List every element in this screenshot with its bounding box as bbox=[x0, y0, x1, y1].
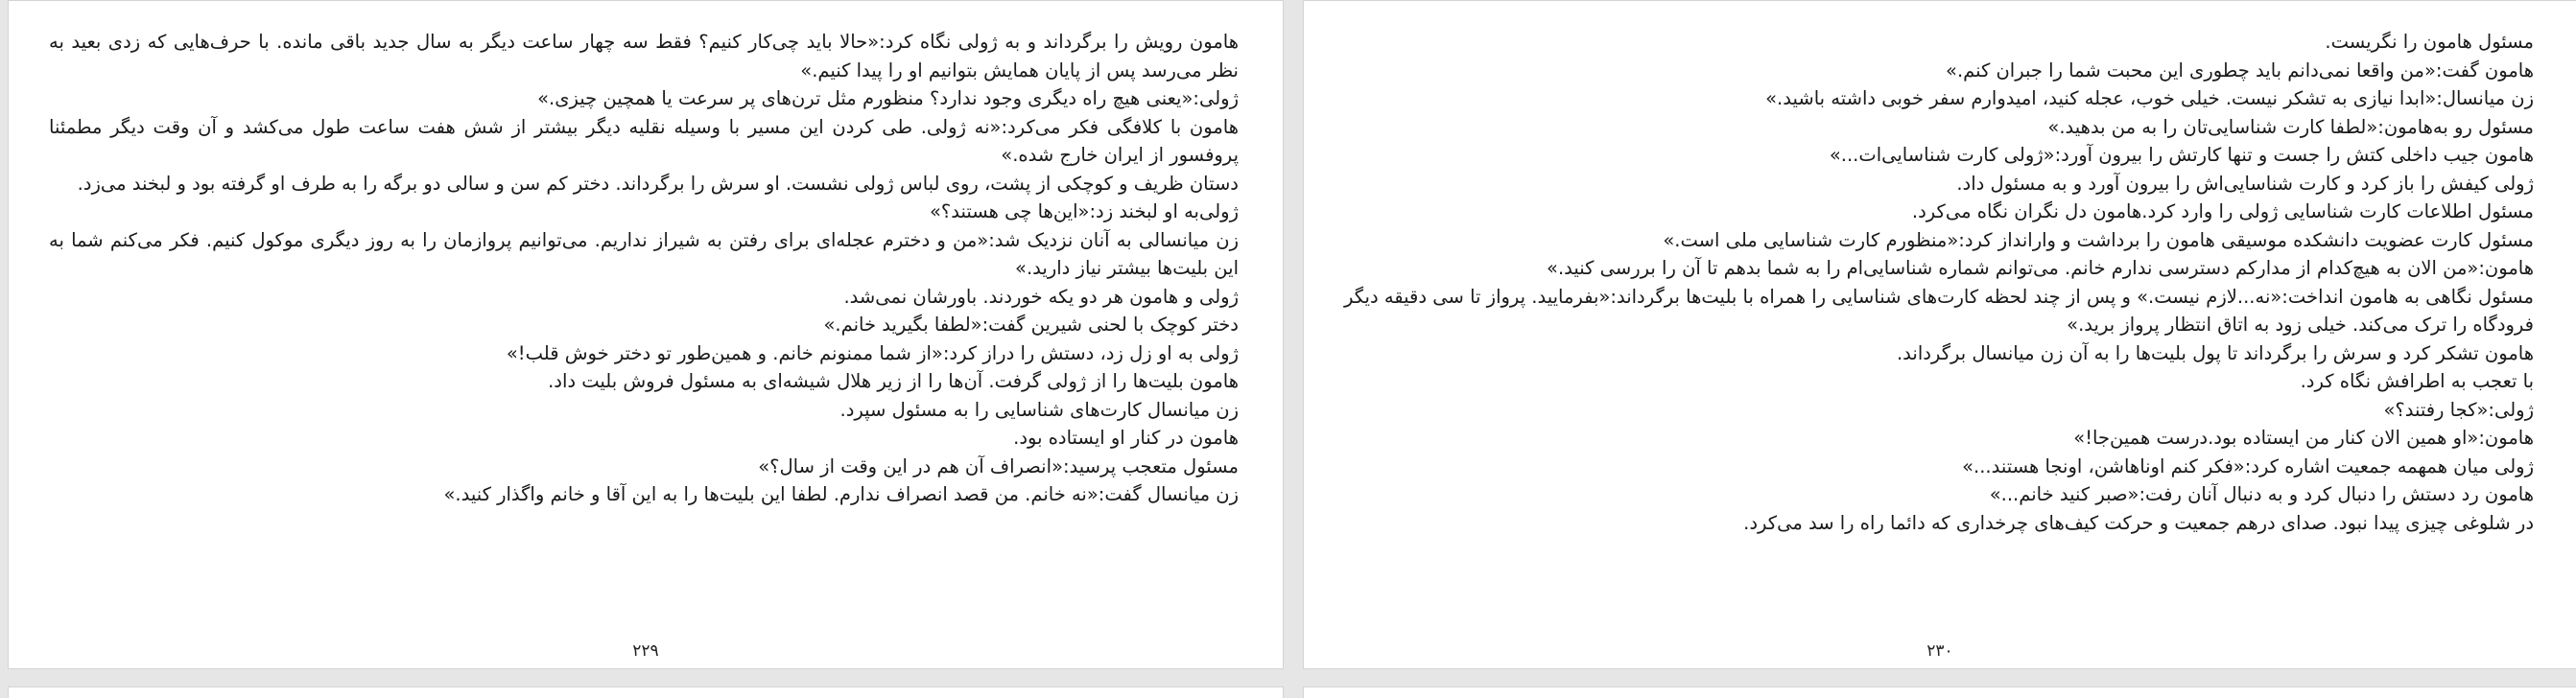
paragraph: ژولی و هامون هر دو یکه خوردند. باورشان نمی‌شد. bbox=[843, 285, 1239, 308]
paragraph: با تعجب به اطرافش نگاه کرد. bbox=[2300, 370, 2534, 392]
paragraph: هامون با کلافگی فکر می‌کرد:«نه ژولی. طی کردن این مسیر با وسیله نقلیه دیگر بیشتر از شش هفت ساعت طول می‌کشد و آن وقت دیگر مطمئنا پروفسور از ایران خارج شده.» bbox=[49, 115, 1239, 166]
page-229 bbox=[8, 0, 1284, 669]
paragraph: ژولی به او زل زد، دستش را دراز کرد:«از شما ممنونم خانم. و همین‌طور تو دختر خوش قلب!» bbox=[506, 341, 1239, 364]
paragraph: زن میانسالی به آنان نزدیک شد:«من و دخترم عجله‌ای برای رفتن به شیراز نداریم. می‌توانیم پروازمان را به روز دیگری موکول کنیم. فکر می‌کنم شما به این بلیت‌ها بیشتر نیاز دارید.» bbox=[49, 228, 1239, 279]
paragraph: مسئول اطلاعات کارت شناسایی ژولی را وارد کرد.هامون دل نگران نگاه می‌کرد. bbox=[1911, 200, 2534, 222]
paragraph: ژولی:«کجا رفتند؟» bbox=[2383, 398, 2534, 421]
paragraph: ژولی‌به او لبخند زد:«این‌ها چی هستند؟» bbox=[929, 200, 1239, 222]
paragraph: هامون رد دستش را دنبال کرد و به دنبال آنان رفت:«صبر کنید خانم...» bbox=[1989, 483, 2534, 505]
paragraph: هامون بلیت‌ها را از ژولی گرفت. آن‌ها را از زیر هلال شیشه‌ای به مسئول فروش بلیت داد. bbox=[548, 370, 1239, 392]
paragraph: ژولی:«یعنی هیچ راه دیگری وجود ندارد؟ منظورم مثل ترن‌های پر سرعت یا همچین چیزی.» bbox=[537, 87, 1239, 109]
page-number: ۲۲۹ bbox=[632, 641, 659, 661]
paragraph: در شلوغی چیزی پیدا نبود. صدای درهم جمعیت و حرکت کیف‌های چرخداری که دائما راه را سد می‌کرد. bbox=[1743, 511, 2534, 534]
page-230-text bbox=[1344, 28, 2534, 537]
paragraph: مسئول متعجب پرسید:«انصراف آن هم در این وقت از سال؟» bbox=[758, 454, 1239, 477]
paragraph: مسئول هامون را نگریست. bbox=[2325, 31, 2534, 53]
paragraph: هامون جیب داخلی کتش را جست و تنها کارتش را بیرون آورد:«ژولی کارت شناسایی‌ات...» bbox=[1829, 144, 2534, 166]
page-number: ۲۳۰ bbox=[1926, 641, 1953, 661]
paragraph: زن میانسال کارت‌های شناسایی را به مسئول سپرد. bbox=[839, 398, 1239, 421]
paragraph: هامون:«او همین الان کنار من ایستاده بود.درست همین‌جا!» bbox=[2073, 427, 2534, 449]
paragraph: هامون:«من الان به هیچ‌کدام از مدارکم دسترسی ندارم خانم. می‌توانم شماره شناسایی‌ام را به شما بدهم تا آن را بررسی کنید.» bbox=[1547, 257, 2534, 279]
paragraph: هامون گفت:«من واقعا نمی‌دانم باید چطوری این محبت شما را جبران کنم.» bbox=[1946, 58, 2534, 81]
paragraph: ژولی میان همهمه جمعیت اشاره کرد:«فکر کنم اوناهاشن، اونجا هستند...» bbox=[1962, 454, 2534, 477]
paragraph: مسئول نگاهی به هامون انداخت:«نه...لازم نیست.» و پس از چند لحظه کارت‌های شناسایی را همراه با بلیت‌ها برگرداند:«بفرمایید. پرواز تا سی دقیقه دیگر فرودگاه را ترک می‌کند. خیلی زود به اتاق انتظار پرواز برید.» bbox=[1344, 285, 2534, 336]
paragraph: هامون رویش را برگرداند و به ژولی نگاه کرد:«حالا باید چی‌کار کنیم؟ فقط سه چهار ساعت دیگر به سال جدید باقی مانده. با حرف‌هایی که زدی بعید به نظر می‌رسد پس از پایان همایش بتوانیم او را پیدا کنیم.» bbox=[49, 31, 1239, 81]
paragraph: دستان ظریف و کوچکی از پشت، روی لباس ژولی نشست. او سرش را برگرداند. دختر کم سن و سالی دو برگه را به طرف او گرفته بود و لبخند می‌زد. bbox=[77, 172, 1239, 195]
paragraph: هامون تشکر کرد و سرش را برگرداند تا پول بلیت‌ها را به آن زن میانسال برگرداند. bbox=[1896, 341, 2534, 364]
paragraph: زن میانسال گفت:«نه خانم. من قصد انصراف ندارم. لطفا این بلیت‌ها را به این آقا و خانم واگذار کنید.» bbox=[443, 483, 1239, 505]
next-page-left-edge bbox=[8, 686, 1284, 698]
paragraph: دختر کوچک با لحنی شیرین گفت:«لطفا بگیرید خانم.» bbox=[823, 314, 1239, 336]
paragraph: مسئول کارت عضویت دانشکده موسیقی هامون را برداشت و وارانداز کرد:«منظورم کارت شناسایی ملی است.» bbox=[1663, 228, 2534, 251]
paragraph: هامون در کنار او ایستاده بود. bbox=[1013, 427, 1239, 449]
page-230 bbox=[1303, 0, 2576, 669]
paragraph: مسئول رو به‌هامون:«لطفا کارت شناسایی‌تان را به من بدهید.» bbox=[2047, 115, 2534, 138]
page-229-text bbox=[49, 28, 1239, 509]
paragraph: ژولی کیفش را باز کرد و کارت شناسایی‌اش را بیرون آورد و به مسئول داد. bbox=[1956, 172, 2534, 195]
next-page-right-edge bbox=[1303, 686, 2576, 698]
paragraph: زن میانسال:«ابدا نیازی به تشکر نیست. خیلی خوب، عجله کنید، امیدوارم سفر خوبی داشته باشید.» bbox=[1765, 87, 2534, 109]
